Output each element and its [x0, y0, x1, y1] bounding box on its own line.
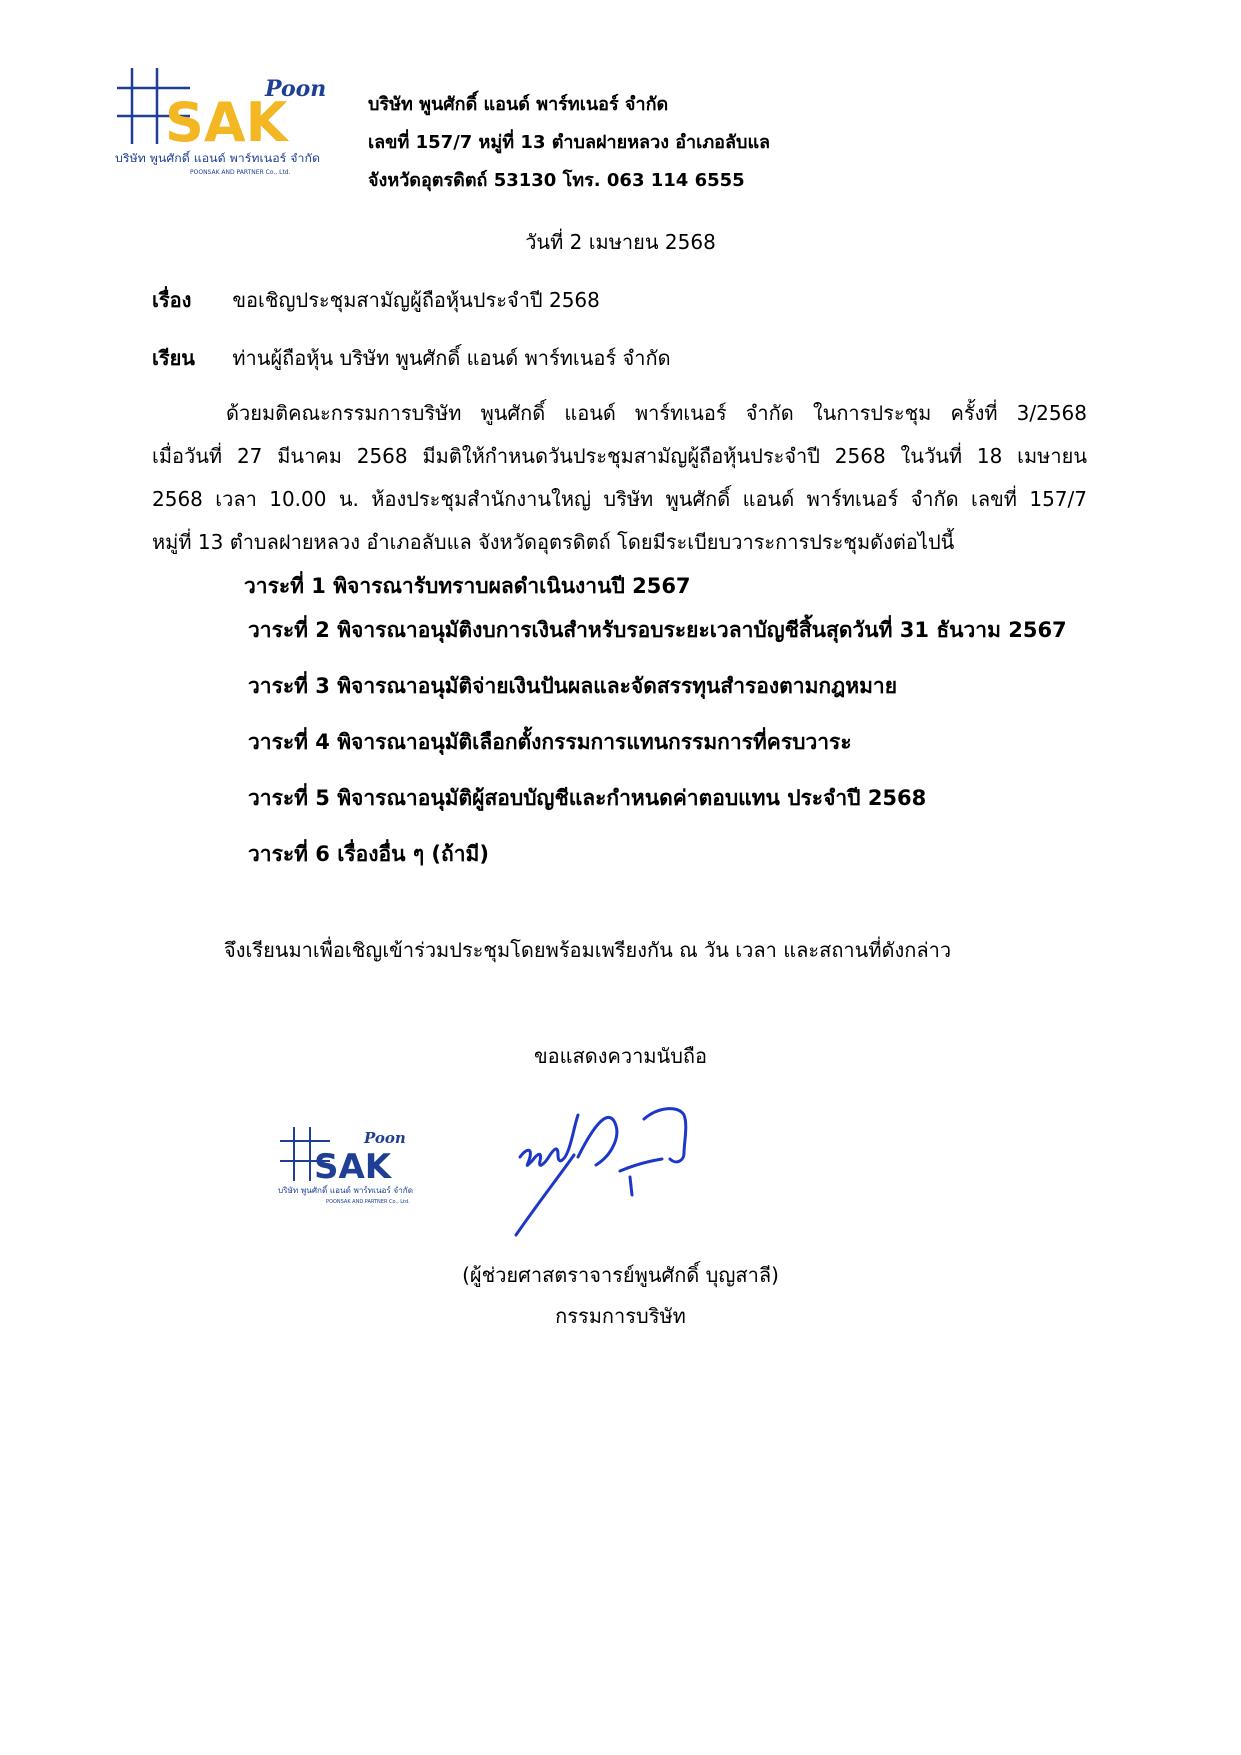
invitation-text: จึงเรียนมาเพื่อเชิญเข้าร่วมประชุมโดยพร้อมเพรียงกัน ณ วัน เวลา และสถานที่ดังกล่าว [224, 938, 952, 962]
agenda-item-1: วาระที่ 1 พิจารณารับทราบผลดำเนินงานปี 2567 [244, 574, 691, 598]
subject-text: ขอเชิญประชุมสามัญผู้ถือหุ้นประจำปี 2568 [232, 288, 600, 312]
stamp-poon-text: Poon [364, 1129, 406, 1147]
stamp-thai-name: บริษัท พูนศักดิ์ แอนด์ พาร์ทเนอร์ จำกัด [278, 1186, 411, 1195]
body-line-2: เมื่อวันที่ 27 มีนาคม 2568 มีมติให้กำหนดวันประชุมสามัญผู้ถือหุ้นประจำปี 2568 ในวันที่ 18 เมษายน [152, 444, 1087, 468]
agenda-item-5: วาระที่ 5 พิจารณาอนุมัติผู้สอบบัญชีและกำหนดค่าตอบแทน ประจำปี 2568 [248, 786, 927, 810]
signatory-name: (ผู้ช่วยศาสตราจารย์พูนศักดิ์ บุญสาลี) [462, 1263, 779, 1287]
stamp-english-name: POONSAK AND PARTNER Co., Ltd. [326, 1199, 410, 1205]
stamp-sak-text: SAK [314, 1147, 392, 1187]
company-logo [115, 66, 327, 176]
logo-sak-text: SAK [165, 91, 288, 154]
body-line-3: 2568 เวลา 10.00 น. ห้องประชุมสำนักงานใหญ่ บริษัท พูนศักดิ์ แอนด์ พาร์ทเนอร์ จำกัด เลขที่ 157/7 [152, 487, 1087, 511]
recipient-row [152, 342, 671, 374]
agenda-item-6: วาระที่ 6 เรื่องอื่น ๆ (ถ้ามี) [248, 842, 489, 866]
company-logo-stamp [278, 1125, 413, 1205]
handwritten-signature [508, 1095, 748, 1235]
recipient-text: ท่านผู้ถือหุ้น บริษัท พูนศักดิ์ แอนด์ พาร์ทเนอร์ จำกัด [232, 346, 671, 370]
company-address-line1: เลขที่ 157/7 หมู่ที่ 13 ตำบลฝายหลวง อำเภอลับแล [368, 132, 771, 153]
recipient-label: เรียน [152, 346, 195, 370]
logo-english-name: POONSAK AND PARTNER Co., Ltd. [190, 169, 291, 176]
subject-label: เรื่อง [152, 288, 192, 312]
company-name: บริษัท พูนศักดิ์ แอนด์ พาร์ทเนอร์ จำกัด [368, 94, 669, 115]
logo-poon-text: Poon [265, 76, 327, 102]
agenda-item-3: วาระที่ 3 พิจารณาอนุมัติจ่ายเงินปันผลและจัดสรรทุนสำรองตามกฎหมาย [248, 674, 898, 698]
signatory-title: กรรมการบริษัท [555, 1304, 686, 1328]
agenda-item-2: วาระที่ 2 พิจารณาอนุมัติงบการเงินสำหรับรอบระยะเวลาบัญชีสิ้นสุดวันที่ 31 ธันวาม 2567 [248, 618, 1067, 642]
body-line-4: หมู่ที่ 13 ตำบลฝายหลวง อำเภอลับแล จังหวัดอุตรดิตถ์ โดยมีระเบียบวาระการประชุมดังต่อไปนี้ [152, 530, 955, 554]
letter-date: วันที่ 2 เมษายน 2568 [525, 230, 716, 254]
company-header [368, 86, 770, 200]
subject-row [152, 284, 600, 316]
logo-thai-name: บริษัท พูนศักดิ์ แอนด์ พาร์ทเนอร์ จำกัด [115, 152, 298, 165]
company-address-line2: จังหวัดอุตรดิตถ์ 53130 โทร. 063 114 6555 [368, 170, 745, 191]
agenda-item-4: วาระที่ 4 พิจารณาอนุมัติเลือกตั้งกรรมการแทนกรรมการที่ครบวาระ [248, 730, 852, 754]
body-paragraph [152, 392, 1087, 564]
body-line-1: ด้วยมติคณะกรรมการบริษัท พูนศักดิ์ แอนด์ พาร์ทเนอร์ จำกัด ในการประชุม ครั้งที่ 3/2568 [226, 401, 1087, 425]
closing-text: ขอแสดงความนับถือ [533, 1044, 708, 1068]
